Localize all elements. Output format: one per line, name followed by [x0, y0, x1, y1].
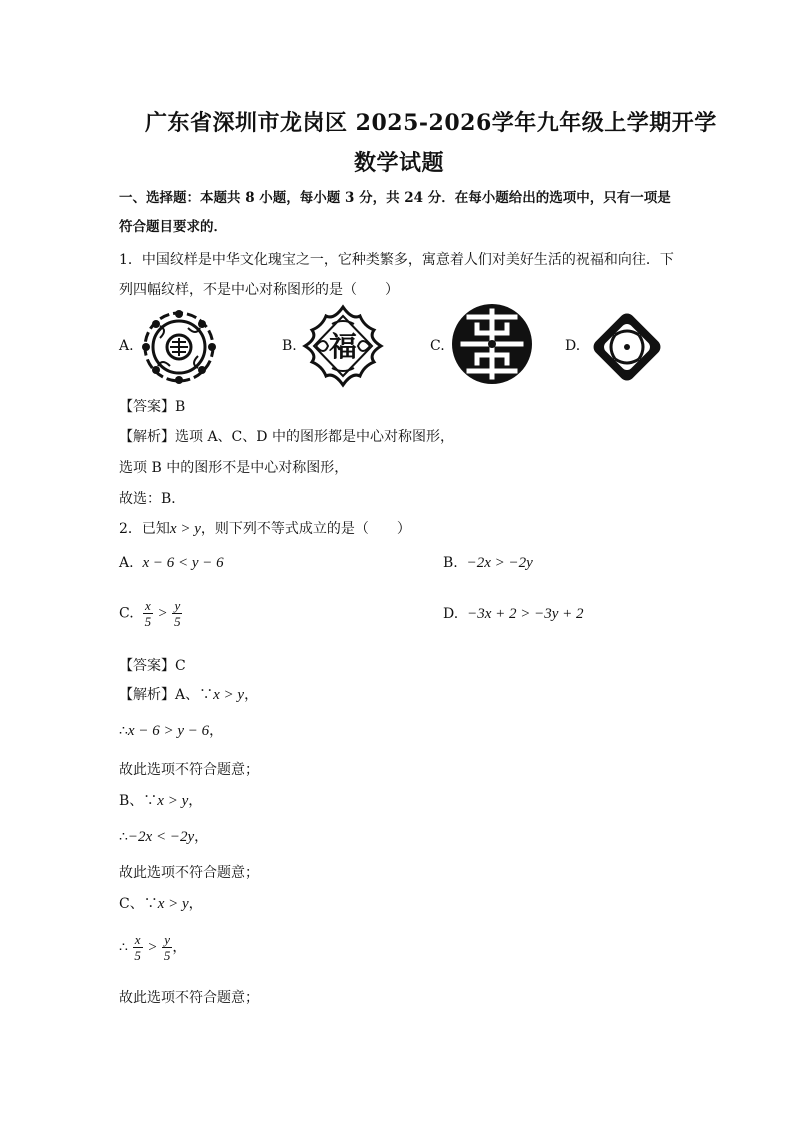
q2-analysis-a-note: 故此选项不符合题意；: [119, 762, 259, 778]
q2-analysis-c-prefix: C、∵: [119, 896, 158, 912]
q1-option-a-label: A.: [119, 338, 134, 354]
comma: ，: [188, 896, 203, 912]
q2-analysis-b-cond: x > y: [157, 793, 189, 809]
q1-analysis-line2: 选项 B 中的图形不是中心对称图形，: [119, 460, 349, 476]
section-heading-line2: 符合题目要求的．: [119, 219, 227, 235]
q2-option-c: [119, 598, 183, 629]
therefore-symbol: ∴: [119, 723, 128, 739]
q2-option-d-label: D.: [443, 606, 459, 622]
fu-character: 福: [328, 330, 358, 363]
q2-option-a-label: A.: [119, 555, 134, 571]
section-heading-line1: 一、选择题：本题共 8 小题，每小题 3 分，共 24 分．在每小题给出的选项中，只有一项是: [119, 190, 671, 206]
q2-analysis-c-fraction-right: $\frac{y}{5}$: [163, 932, 171, 963]
q2-analysis-c-result: [119, 932, 186, 963]
q2-analysis-b-note: 故此选项不符合题意；: [119, 865, 259, 881]
therefore-symbol: ∴: [119, 939, 128, 956]
comma: ，: [172, 939, 187, 956]
q2-option-a-math: x − 6 < y − 6: [142, 555, 224, 571]
q2-option-a: [119, 555, 224, 572]
pattern-a-image: [140, 308, 218, 386]
q1-analysis-line3: 故选：B．: [119, 491, 186, 507]
q1-option-d-label: D.: [565, 338, 581, 354]
q2-stem-condition: x > y: [169, 521, 201, 537]
q2-analysis-c-operator: >: [147, 939, 158, 956]
q2-option-d-math: −3x + 2 > −3y + 2: [467, 606, 584, 622]
q1-stem-line1: 1．中国纹样是中华文化瑰宝之一，它种类繁多，寓意着人们对美好生活的祝福和向往．下: [119, 252, 674, 268]
q2-option-c-label: C.: [119, 605, 134, 622]
comma: ，: [194, 829, 209, 845]
q2-analysis-a-result: [119, 720, 223, 740]
q2-analysis-c-cond: x > y: [157, 896, 189, 912]
q2-analysis-a-comma: ，: [244, 687, 259, 703]
q2-answer: 【答案】C: [119, 658, 186, 674]
comma: ，: [209, 723, 224, 739]
q1-analysis-line1: 【解析】选项 A、C、D 中的图形都是中心对称图形，: [119, 429, 454, 445]
pattern-b-image: [302, 304, 384, 388]
q2-option-d: [443, 606, 584, 623]
q2-option-c-operator: >: [157, 605, 168, 622]
q2-analysis-a-result-math: x − 6 > y − 6: [127, 723, 210, 739]
q2-analysis-c-note: 故此选项不符合题意；: [119, 990, 259, 1006]
q2-analysis-c-fraction-left: $\frac{x}{5}$: [134, 932, 141, 963]
q2-analysis-c-condition: [119, 893, 203, 913]
q2-option-b-label: B.: [443, 555, 458, 571]
q2-stem-suffix: ，则下列不等式成立的是（ ）: [200, 521, 411, 537]
page-title: 广东省深圳市龙岗区 2025-2026学年九年级上学期开学: [145, 110, 717, 136]
q2-stem-prefix: 2．已知: [119, 521, 170, 537]
q2-analysis-b-result: [119, 826, 208, 846]
comma: ，: [188, 793, 203, 809]
q2-analysis-b-prefix: B、∵: [119, 793, 158, 809]
q2-option-b: [443, 555, 533, 572]
q2-option-b-math: −2x > −2y: [466, 555, 533, 571]
q2-analysis-a-cond: x > y: [213, 687, 245, 703]
q2-option-c-fraction-left: $\frac{x}{5}$: [144, 598, 152, 629]
page-subtitle: 数学试题: [354, 150, 445, 176]
q1-option-c-label: C.: [430, 338, 445, 354]
pattern-c-image: [451, 303, 533, 385]
q2-analysis-b-condition: [119, 790, 202, 810]
q2-stem: [119, 518, 411, 538]
q1-answer: 【答案】B: [119, 399, 186, 415]
q2-analysis-b-result-math: −2x < −2y: [127, 829, 195, 845]
therefore-symbol: ∴: [119, 829, 128, 845]
q1-stem-line2: 列四幅纹样，不是中心对称图形的是（ ）: [119, 282, 399, 298]
pattern-d-image: [585, 305, 669, 389]
q2-analysis-a-condition: [119, 684, 258, 704]
q1-option-b-label: B.: [282, 338, 297, 354]
q2-option-c-fraction-right: $\frac{y}{5}$: [174, 598, 181, 629]
q2-analysis-a-prefix: 【解析】A、∵: [119, 687, 214, 703]
